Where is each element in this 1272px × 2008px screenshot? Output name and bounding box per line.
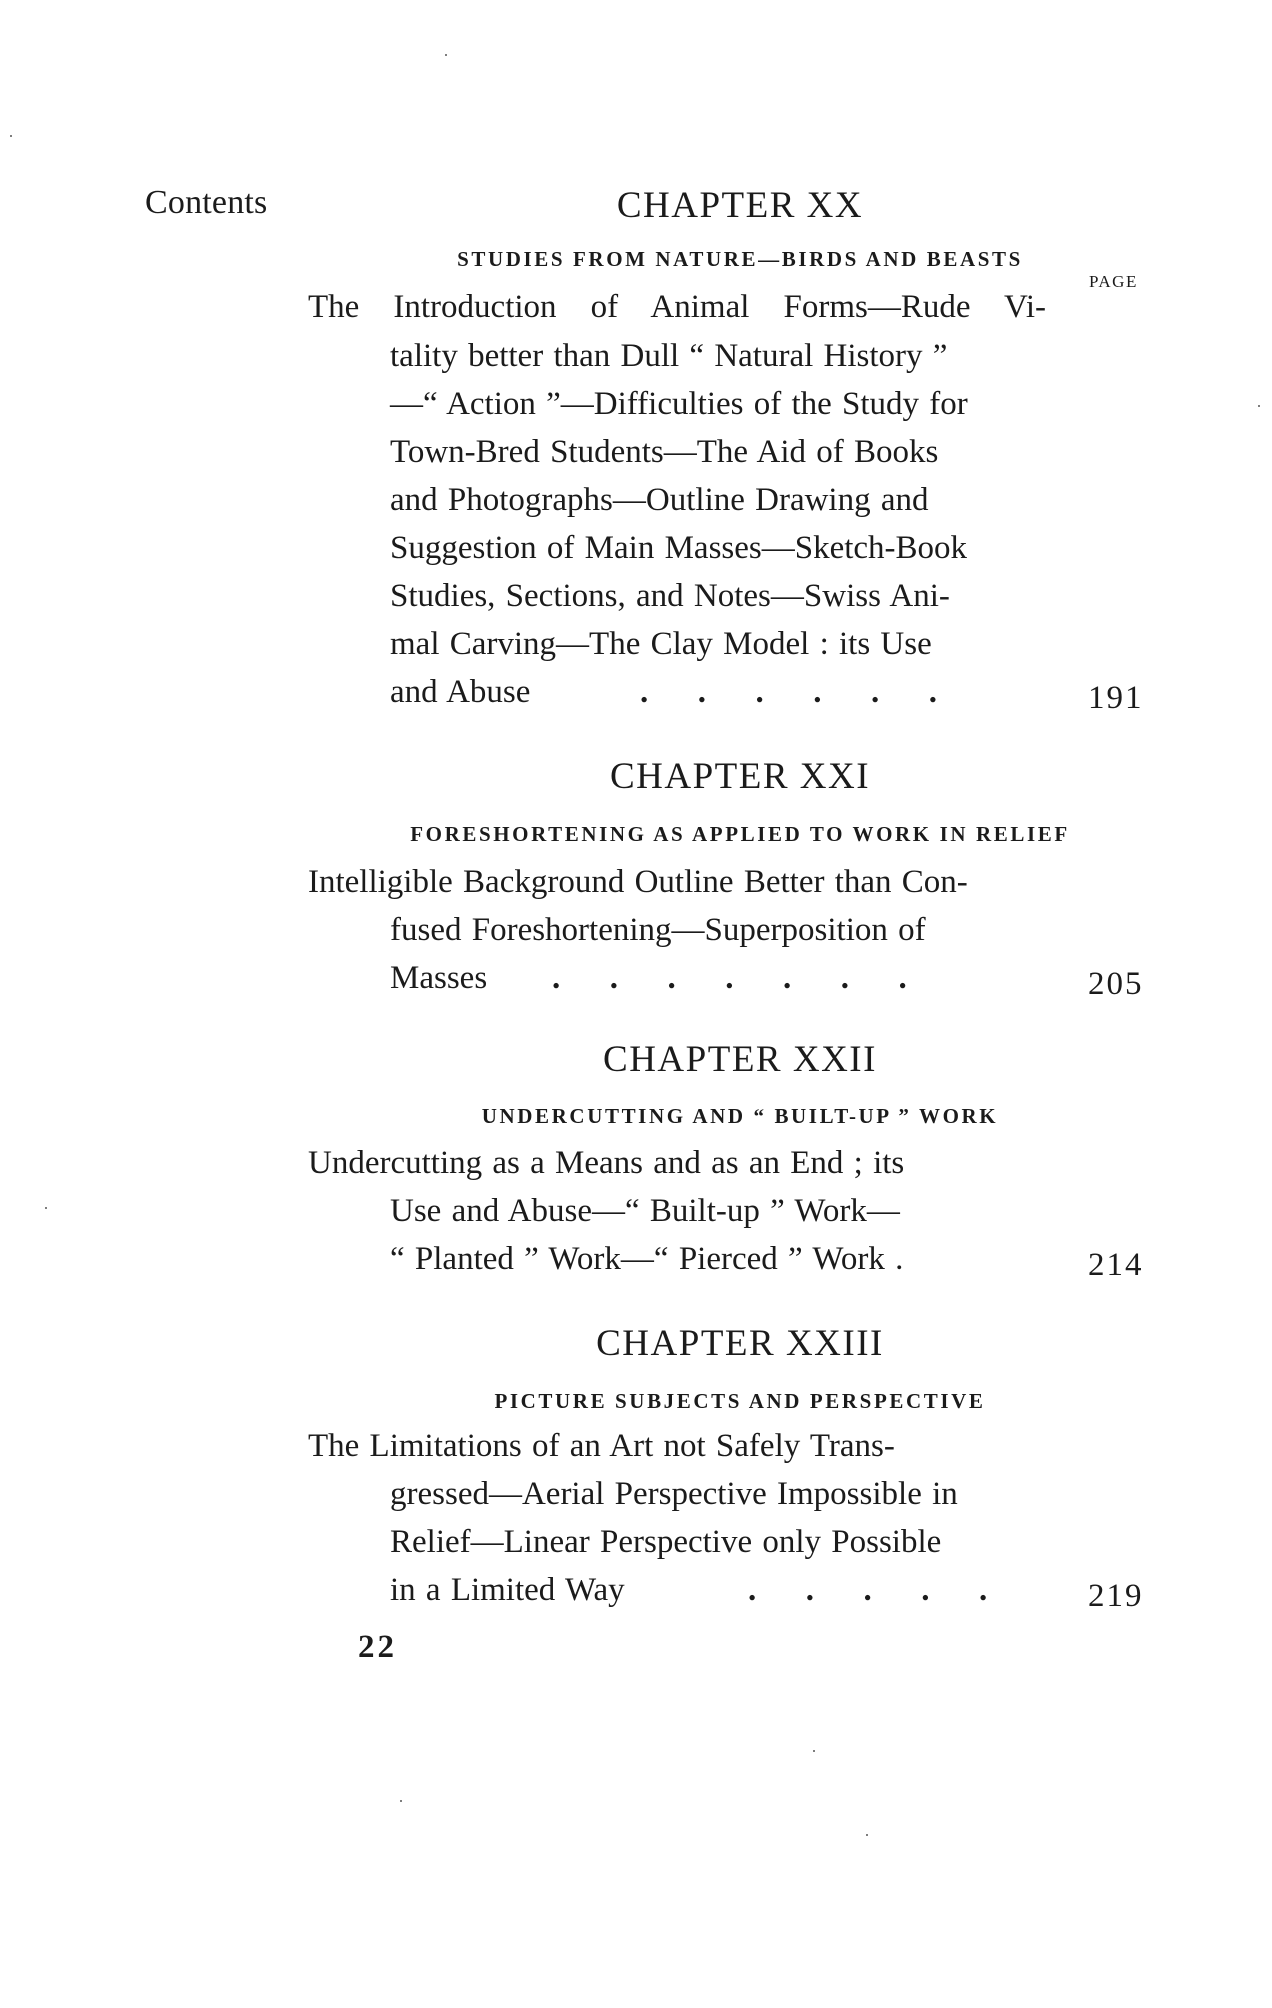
toc-entry-line: Relief—Linear Perspective only Possible: [390, 1524, 942, 1560]
chapter-heading: CHAPTER XXIII: [596, 1323, 884, 1364]
scan-speck: [866, 1834, 868, 1836]
toc-entry-line: Undercutting as a Means and as an End ; its: [308, 1145, 905, 1181]
dot-leaders: . . . . .: [748, 1572, 988, 1608]
running-head: Contents: [145, 184, 268, 221]
page-number: 214: [1088, 1247, 1144, 1283]
scan-speck: [445, 54, 447, 56]
toc-entry-line: Intelligible Background Outline Better than Con-: [308, 864, 968, 900]
scan-speck: [813, 1750, 815, 1752]
page-number: 219: [1088, 1578, 1144, 1614]
chapter-subtitle: PICTURE SUBJECTS AND PERSPECTIVE: [494, 1389, 986, 1413]
chapter-heading: CHAPTER XXII: [603, 1039, 877, 1080]
page-number: 205: [1088, 966, 1144, 1002]
page-number: 191: [1088, 680, 1144, 716]
dot-leaders: . . . . . . .: [552, 960, 907, 996]
toc-entry-line: Masses: [390, 960, 488, 996]
chapter-subtitle: STUDIES FROM NATURE—BIRDS AND BEASTS: [457, 247, 1023, 271]
scan-speck: [400, 1800, 402, 1802]
toc-entry-line: tality better than Dull “ Natural History ”: [390, 338, 948, 374]
chapter-heading: CHAPTER XX: [616, 185, 864, 226]
toc-entry-line: Studies, Sections, and Notes—Swiss Ani-: [390, 578, 950, 614]
scan-speck: [1258, 405, 1260, 407]
toc-entry-line: mal Carving—The Clay Model : its Use: [390, 626, 932, 662]
toc-entry-line: Suggestion of Main Masses—Sketch-Book: [390, 530, 968, 566]
toc-entry-line: Town-Bred Students—The Aid of Books: [390, 434, 939, 470]
toc-entry-line: The Introduction of Animal Forms—Rude Vi-: [308, 289, 1046, 325]
dot-leaders: . . . . . .: [640, 674, 937, 710]
toc-entry-line: The Limitations of an Art not Safely Trans-: [308, 1428, 895, 1464]
chapter-heading: CHAPTER XXI: [609, 756, 871, 797]
chapter-subtitle: UNDERCUTTING AND “ BUILT-UP ” WORK: [481, 1104, 999, 1128]
scan-speck: [45, 1207, 47, 1209]
chapter-subtitle: FORESHORTENING AS APPLIED TO WORK IN RELIEF: [410, 822, 1070, 846]
toc-entry-line: —“ Action ”—Difficulties of the Study for: [390, 386, 968, 422]
toc-entry-line: and Photographs—Outline Drawing and: [390, 482, 929, 518]
toc-entry-line: gressed—Aerial Perspective Impossible in: [390, 1476, 958, 1512]
page-column-label: PAGE: [1089, 272, 1138, 291]
folio-page-number: 22: [358, 1629, 397, 1665]
toc-entry-line: Use and Abuse—“ Built-up ” Work—: [390, 1193, 900, 1229]
toc-entry-line: and Abuse: [390, 674, 531, 710]
scan-speck: [10, 135, 12, 137]
toc-entry-line: fused Foreshortening—Superposition of: [390, 912, 926, 948]
toc-entry-line: “ Planted ” Work—“ Pierced ” Work .: [390, 1241, 904, 1277]
toc-entry-line: in a Limited Way: [390, 1572, 625, 1608]
